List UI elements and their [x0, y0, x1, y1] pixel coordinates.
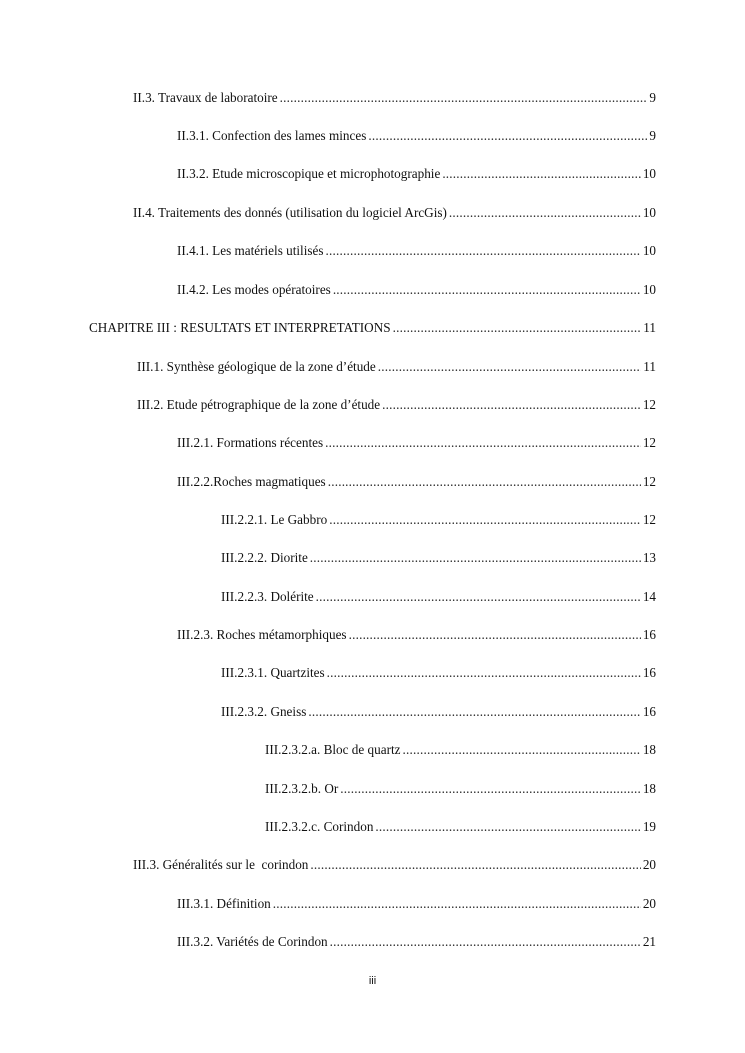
toc-dot-leader — [326, 242, 641, 260]
toc-entry-page: 18 — [642, 781, 656, 796]
toc-entry[interactable] — [177, 165, 656, 183]
toc-dot-leader — [442, 165, 641, 183]
toc-entry-page: 12 — [642, 397, 656, 412]
toc-entry[interactable] — [137, 396, 656, 414]
toc-entry-title: III.2.2.Roches magmatiques — [177, 474, 326, 489]
toc-dot-leader — [308, 703, 640, 721]
toc-entry[interactable] — [133, 204, 656, 222]
toc-dot-leader — [382, 396, 641, 414]
toc-entry-title: II.3.1. Confection des lames minces — [177, 128, 367, 143]
toc-entry[interactable] — [177, 434, 656, 452]
toc-entry[interactable] — [177, 281, 656, 299]
toc-dot-leader — [280, 89, 648, 107]
toc-entry[interactable] — [177, 895, 656, 913]
toc-entry-title: II.4.2. Les modes opératoires — [177, 282, 331, 297]
page-number: iii — [368, 975, 377, 987]
toc-entry-title: III.1. Synthèse géologique de la zone d’étude — [137, 359, 376, 374]
toc-entry-title: III.2.3.2. Gneiss — [221, 704, 307, 719]
toc-dot-leader — [368, 127, 647, 145]
toc-entry[interactable] — [221, 549, 656, 567]
toc-entry[interactable] — [265, 818, 656, 836]
toc-dot-leader — [449, 204, 641, 222]
toc-entry-page: 10 — [642, 243, 656, 258]
toc-dot-leader — [325, 434, 641, 452]
toc-dot-leader — [327, 664, 641, 682]
toc-entry-page: 12 — [642, 435, 656, 450]
toc-dot-leader — [340, 780, 641, 798]
toc-entry-title: II.3.2. Etude microscopique et microphotographie — [177, 166, 441, 181]
toc-dot-leader — [349, 626, 641, 644]
toc-entry[interactable] — [137, 358, 656, 376]
toc-entry-page: 19 — [642, 819, 656, 834]
toc-dot-leader — [375, 818, 640, 836]
toc-dot-leader — [316, 588, 641, 606]
toc-entry[interactable] — [177, 242, 656, 260]
toc-entry-page: 11 — [643, 320, 656, 335]
toc-entry-title: III.2.2.2. Diorite — [221, 550, 308, 565]
toc-entry-page: 10 — [642, 282, 656, 297]
toc-entry-title: III.3. Généralités sur le corindon — [133, 857, 309, 872]
toc-entry-page: 14 — [642, 589, 656, 604]
toc-entry-page: 10 — [642, 166, 656, 181]
toc-entry-title: II.4. Traitements des donnés (utilisation du logiciel ArcGis) — [133, 205, 447, 220]
toc-entry-title: III.2.3.1. Quartzites — [221, 665, 325, 680]
toc-entry[interactable] — [177, 127, 656, 145]
toc-entry-page: 11 — [643, 359, 656, 374]
toc-entry-page: 12 — [642, 512, 656, 527]
toc-dot-leader — [330, 933, 641, 951]
toc-entry-page: 12 — [642, 474, 656, 489]
toc-entry-page: 16 — [642, 627, 656, 642]
toc-entry[interactable] — [133, 856, 656, 874]
toc-entry-title: III.2.3.2.a. Bloc de quartz — [265, 742, 401, 757]
toc-entry[interactable] — [177, 933, 656, 951]
toc-entry-page: 20 — [642, 896, 656, 911]
toc-dot-leader — [328, 473, 641, 491]
toc-dot-leader — [393, 319, 642, 337]
toc-entry-page: 9 — [649, 90, 656, 105]
toc-chapter-entry[interactable] — [89, 319, 656, 337]
toc-dot-leader — [329, 511, 641, 529]
toc-entry-title: III.2. Etude pétrographique de la zone d’étude — [137, 397, 381, 412]
toc-dot-leader — [378, 358, 642, 376]
toc-entry[interactable] — [221, 703, 656, 721]
toc-entry-title: III.2.2.1. Le Gabbro — [221, 512, 328, 527]
toc-dot-leader — [333, 281, 641, 299]
toc-entry-title: III.2.3. Roches métamorphiques — [177, 627, 347, 642]
toc-entry-page: 16 — [642, 704, 656, 719]
toc-entry-page: 9 — [649, 128, 656, 143]
toc-dot-leader — [273, 895, 641, 913]
toc-entry-title: III.2.1. Formations récentes — [177, 435, 324, 450]
toc-entry-page: 20 — [642, 857, 656, 872]
toc-entry[interactable] — [221, 511, 656, 529]
toc-entry-page: 10 — [642, 205, 656, 220]
toc-dot-leader — [403, 741, 641, 759]
toc-entry[interactable] — [265, 741, 656, 759]
toc-entry[interactable] — [221, 664, 656, 682]
toc-entry-title: CHAPITRE III : RESULTATS ET INTERPRETATIONS — [89, 320, 391, 335]
toc-dot-leader — [310, 549, 641, 567]
toc-entry-title: III.3.2. Variétés de Corindon — [177, 934, 328, 949]
toc-entry-title: II.4.1. Les matériels utilisés — [177, 243, 324, 258]
toc-entry-page: 21 — [642, 934, 656, 949]
toc-entry[interactable] — [177, 473, 656, 491]
toc-entry[interactable] — [221, 588, 656, 606]
toc-entry-title: II.3. Travaux de laboratoire — [133, 90, 278, 105]
toc-entry[interactable] — [265, 780, 656, 798]
toc-entry[interactable] — [177, 626, 656, 644]
toc-entry-title: III.3.1. Définition — [177, 896, 271, 911]
toc-dot-leader — [310, 856, 640, 874]
toc-entry-title: III.2.3.2.b. Or — [265, 781, 339, 796]
toc-entry-page: 18 — [642, 742, 656, 757]
toc-entry-page: 13 — [642, 550, 656, 565]
toc-entry-page: 16 — [642, 665, 656, 680]
toc-entry-title: III.2.3.2.c. Corindon — [265, 819, 374, 834]
toc-entry-title: III.2.2.3. Dolérite — [221, 589, 314, 604]
toc-entry[interactable] — [133, 89, 656, 107]
